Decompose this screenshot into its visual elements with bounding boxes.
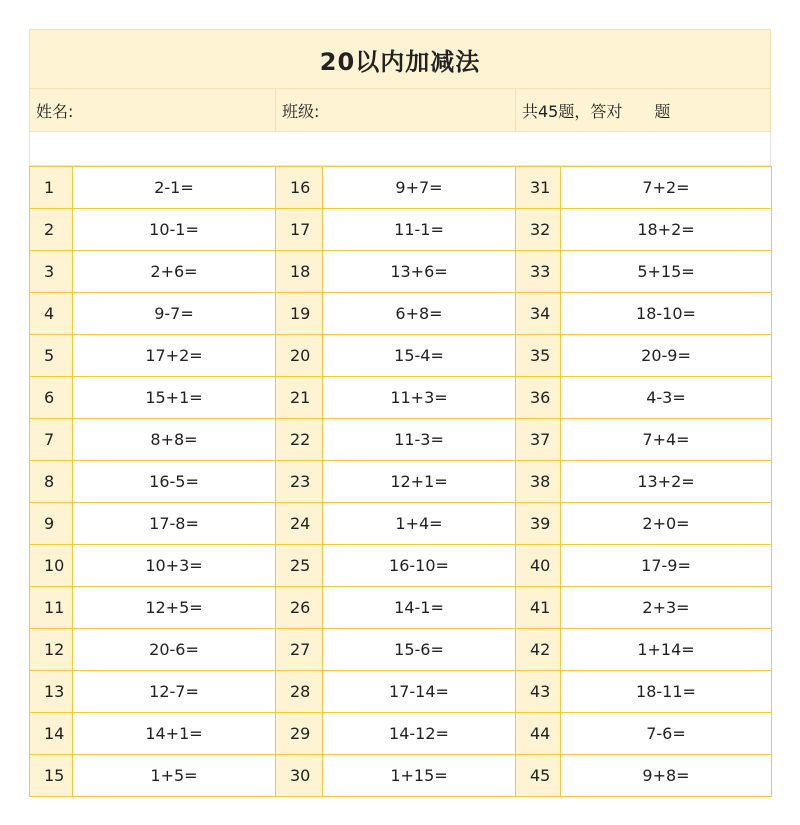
question-expression[interactable]: 12+5= [73, 587, 276, 629]
question-number: 25 [276, 545, 323, 587]
question-number: 1 [30, 167, 73, 209]
question-number: 35 [516, 335, 561, 377]
question-number: 36 [516, 377, 561, 419]
name-field[interactable]: 姓名: [30, 89, 276, 131]
question-table [29, 166, 772, 797]
question-number: 10 [30, 545, 73, 587]
question-number: 19 [276, 293, 323, 335]
question-expression[interactable]: 2+6= [73, 251, 276, 293]
question-number: 16 [276, 167, 323, 209]
question-number: 3 [30, 251, 73, 293]
score-field[interactable]: 共45题，答对 题 [522, 101, 671, 121]
question-expression[interactable]: 17-8= [73, 503, 276, 545]
question-number: 21 [276, 377, 323, 419]
question-expression[interactable]: 18-10= [561, 293, 772, 335]
table-row [30, 629, 772, 671]
question-expression[interactable]: 14-1= [323, 587, 516, 629]
question-number: 40 [516, 545, 561, 587]
question-number: 28 [276, 671, 323, 713]
question-expression[interactable]: 20-6= [73, 629, 276, 671]
question-number: 42 [516, 629, 561, 671]
table-row [30, 419, 772, 461]
question-number: 5 [30, 335, 73, 377]
question-expression[interactable]: 18-11= [561, 671, 772, 713]
question-expression[interactable]: 1+5= [73, 755, 276, 797]
question-expression[interactable]: 7+2= [561, 167, 772, 209]
question-expression[interactable]: 18+2= [561, 209, 772, 251]
question-number: 29 [276, 713, 323, 755]
table-row [30, 755, 772, 797]
question-number: 31 [516, 167, 561, 209]
table-row [30, 545, 772, 587]
table-row [30, 293, 772, 335]
question-expression[interactable]: 5+15= [561, 251, 772, 293]
table-row [30, 461, 772, 503]
table-row [30, 713, 772, 755]
question-number: 20 [276, 335, 323, 377]
question-number: 4 [30, 293, 73, 335]
question-expression[interactable]: 15-6= [323, 629, 516, 671]
question-expression[interactable]: 15-4= [323, 335, 516, 377]
question-number: 13 [30, 671, 73, 713]
question-expression[interactable]: 13+2= [561, 461, 772, 503]
question-number: 14 [30, 713, 73, 755]
question-number: 41 [516, 587, 561, 629]
question-expression[interactable]: 17-9= [561, 545, 772, 587]
question-expression[interactable]: 16-5= [73, 461, 276, 503]
worksheet [29, 29, 771, 797]
table-row [30, 251, 772, 293]
table-row [30, 335, 772, 377]
worksheet-title: 20以内加减法 [319, 47, 481, 76]
question-number: 34 [516, 293, 561, 335]
question-expression[interactable]: 11-3= [323, 419, 516, 461]
question-number: 17 [276, 209, 323, 251]
class-field[interactable]: 班级: [276, 89, 516, 131]
question-number: 8 [30, 461, 73, 503]
question-expression[interactable]: 12+1= [323, 461, 516, 503]
question-number: 44 [516, 713, 561, 755]
spacer-row [29, 132, 771, 166]
question-expression[interactable]: 20-9= [561, 335, 772, 377]
question-number: 26 [276, 587, 323, 629]
question-expression[interactable]: 9+8= [561, 755, 772, 797]
question-expression[interactable]: 17-14= [323, 671, 516, 713]
question-number: 6 [30, 377, 73, 419]
worksheet-title-row [29, 29, 771, 89]
table-row [30, 503, 772, 545]
table-row [30, 377, 772, 419]
question-expression[interactable]: 14-12= [323, 713, 516, 755]
question-number: 45 [516, 755, 561, 797]
table-row [30, 167, 772, 209]
question-number: 33 [516, 251, 561, 293]
question-expression[interactable]: 10+3= [73, 545, 276, 587]
question-expression[interactable]: 1+4= [323, 503, 516, 545]
question-expression[interactable]: 2+0= [561, 503, 772, 545]
question-number: 22 [276, 419, 323, 461]
table-row [30, 671, 772, 713]
question-expression[interactable]: 11-1= [323, 209, 516, 251]
question-number: 39 [516, 503, 561, 545]
question-number: 7 [30, 419, 73, 461]
question-expression[interactable]: 9-7= [73, 293, 276, 335]
question-expression[interactable]: 9+7= [323, 167, 516, 209]
question-expression[interactable]: 2+3= [561, 587, 772, 629]
question-number: 15 [30, 755, 73, 797]
question-expression[interactable]: 11+3= [323, 377, 516, 419]
question-expression[interactable]: 17+2= [73, 335, 276, 377]
question-number: 9 [30, 503, 73, 545]
table-row [30, 209, 772, 251]
question-number: 12 [30, 629, 73, 671]
question-expression[interactable]: 14+1= [73, 713, 276, 755]
question-expression[interactable]: 1+14= [561, 629, 772, 671]
student-info-row [29, 89, 771, 132]
question-number: 23 [276, 461, 323, 503]
question-number: 2 [30, 209, 73, 251]
table-row [30, 587, 772, 629]
question-expression[interactable]: 8+8= [73, 419, 276, 461]
question-expression[interactable]: 10-1= [73, 209, 276, 251]
question-number: 37 [516, 419, 561, 461]
question-expression[interactable]: 16-10= [323, 545, 516, 587]
question-number: 18 [276, 251, 323, 293]
question-expression[interactable]: 7-6= [561, 713, 772, 755]
question-expression[interactable]: 2-1= [73, 167, 276, 209]
question-expression[interactable]: 7+4= [561, 419, 772, 461]
question-expression[interactable]: 1+15= [323, 755, 516, 797]
question-expression[interactable]: 6+8= [323, 293, 516, 335]
question-number: 38 [516, 461, 561, 503]
question-number: 32 [516, 209, 561, 251]
question-expression[interactable]: 12-7= [73, 671, 276, 713]
question-number: 27 [276, 629, 323, 671]
question-number: 24 [276, 503, 323, 545]
question-number: 43 [516, 671, 561, 713]
question-number: 11 [30, 587, 73, 629]
question-expression[interactable]: 4-3= [561, 377, 772, 419]
question-expression[interactable]: 15+1= [73, 377, 276, 419]
question-number: 30 [276, 755, 323, 797]
question-expression[interactable]: 13+6= [323, 251, 516, 293]
